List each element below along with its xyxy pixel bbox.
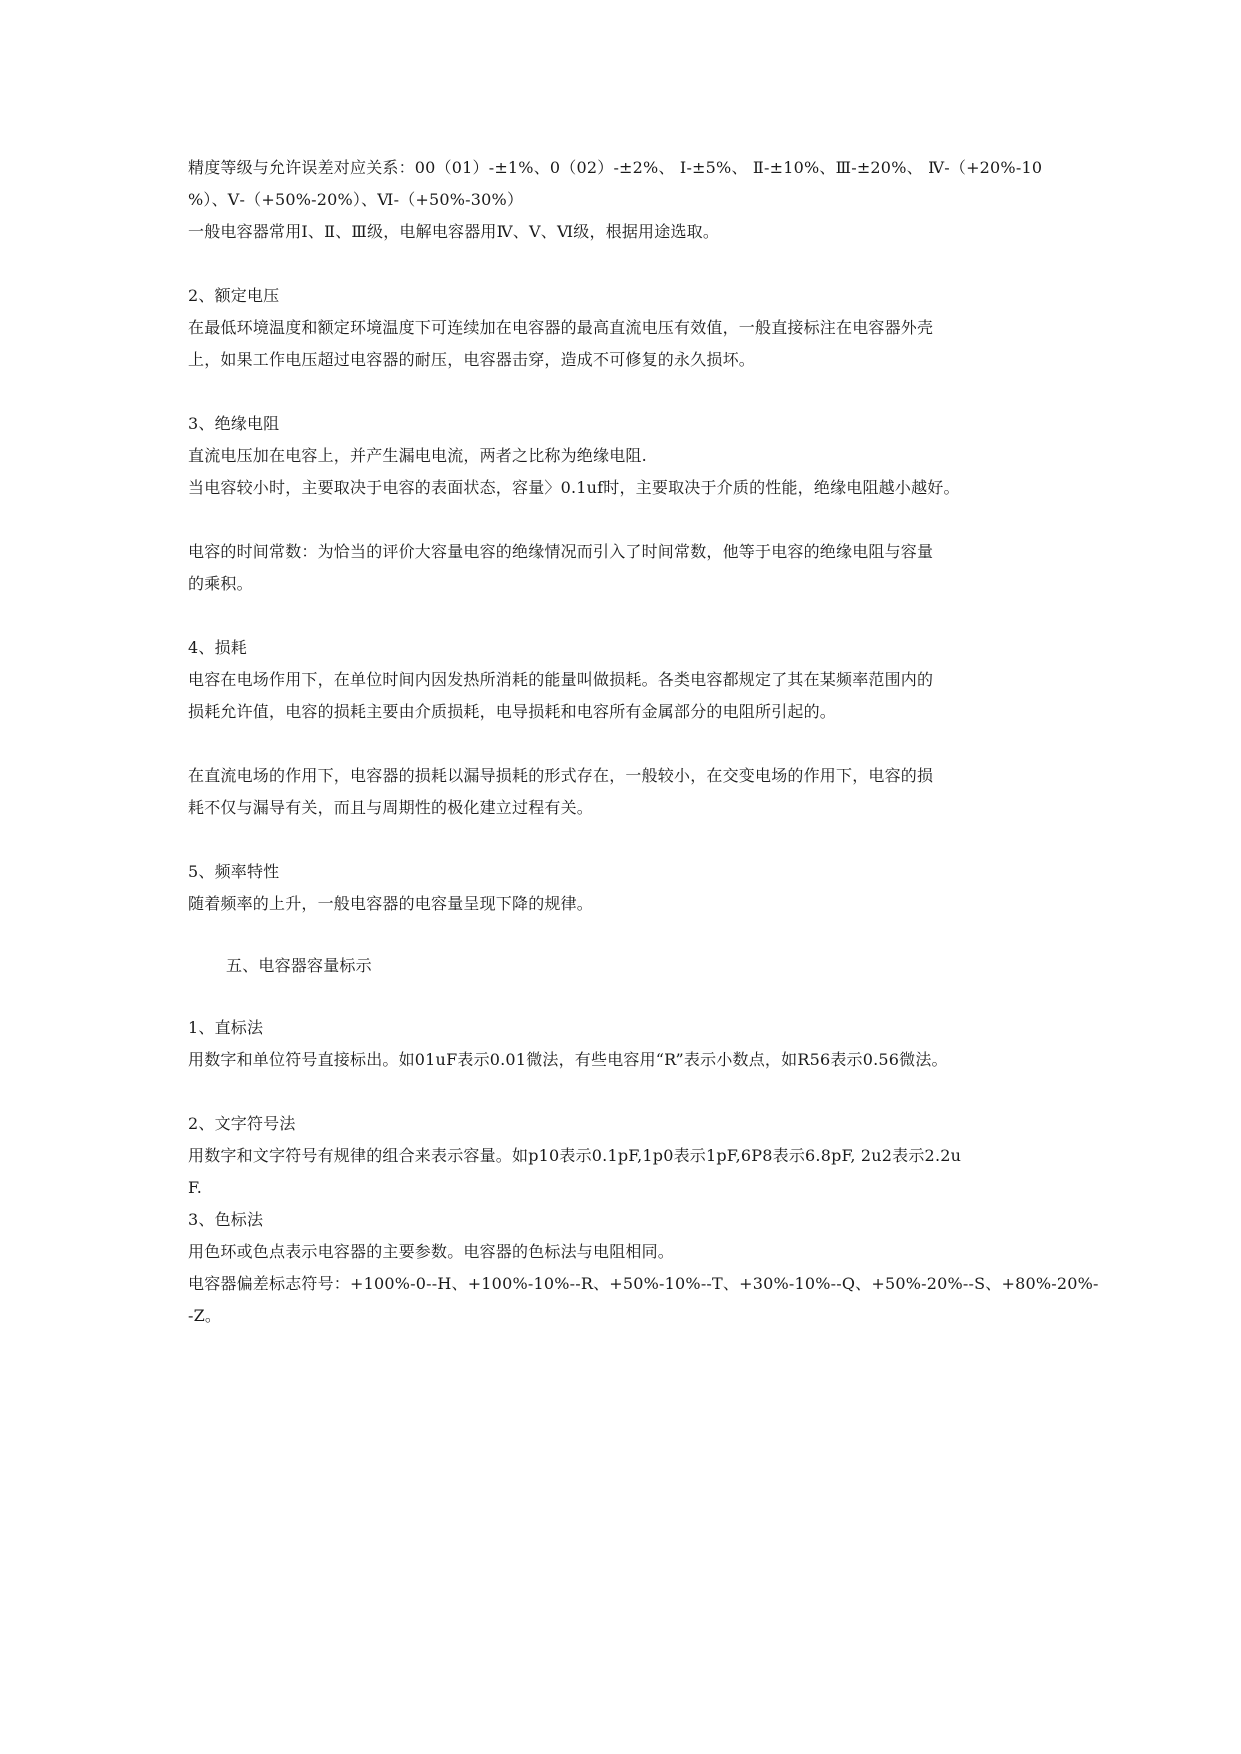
text-line: 用数字和文字符号有规律的组合来表示容量。如p10表示0.1pF,1p0表示1pF,6P8表示6.8pF, 2u2表示2.2u [188, 1146, 962, 1165]
text-line: 电容的时间常数：为恰当的评价大容量电容的绝缘情况而引入了时间常数，他等于电容的绝缘电阻与容量 [188, 542, 934, 561]
section-heading: 1、直标法 [188, 1018, 264, 1037]
text-line: 精度等级与允许误差对应关系：00（01）-±1%、0（02）-±2%、 Ⅰ-±5%、 Ⅱ-±10%、Ⅲ-±20%、 Ⅳ-（+20%-10 [188, 158, 1043, 177]
text-line: 用色环或色点表示电容器的主要参数。电容器的色标法与电阻相同。 [188, 1242, 675, 1261]
section-heading: 3、绝缘电阻 [188, 414, 280, 433]
dc-field-loss-paragraph [188, 760, 1058, 824]
text-line: 电容器偏差标志符号：+100%-0--H、+100%-10%--R、+50%-10%--T、+30%-10%--Q、+50%-20%--S、+80%-20%- [188, 1274, 1099, 1293]
document-page [188, 152, 1099, 1332]
spacer [188, 504, 1058, 536]
loss-section [188, 632, 1058, 728]
text-line: 损耗允许值，电容的损耗主要由介质损耗，电导损耗和电容所有金属部分的电阻所引起的。 [188, 702, 837, 721]
insulation-resistance-section [188, 408, 1058, 504]
text-line: 的乘积。 [188, 574, 253, 593]
text-line: 在直流电场的作用下，电容器的损耗以漏导损耗的形式存在，一般较小，在交变电场的作用下，电容的损 [188, 766, 934, 785]
text-line: 随着频率的上升，一般电容器的电容量呈现下降的规律。 [188, 894, 594, 913]
spacer [188, 920, 1058, 950]
text-line: %）、Ⅴ-（+50%-20%）、Ⅵ-（+50%-30%） [188, 190, 524, 209]
precision-grade-paragraph [188, 152, 1058, 248]
text-symbol-section [188, 1108, 1058, 1204]
section-heading: 2、文字符号法 [188, 1114, 296, 1133]
text-line: F. [188, 1178, 203, 1197]
spacer [188, 728, 1058, 760]
spacer [188, 248, 1058, 280]
section-heading: 2、额定电压 [188, 286, 280, 305]
spacer [188, 982, 1058, 1012]
text-line: 直流电压加在电容上，并产生漏电电流，两者之比称为绝缘电阻. [188, 446, 647, 465]
direct-marking-section [188, 1012, 1058, 1076]
frequency-section [188, 856, 1058, 920]
color-code-section [188, 1204, 1099, 1332]
section-heading: 4、损耗 [188, 638, 247, 657]
text-line: 耗不仅与漏导有关，而且与周期性的极化建立过程有关。 [188, 798, 594, 817]
text-line: 在最低环境温度和额定环境温度下可连续加在电容器的最高直流电压有效值，一般直接标注在电容器外壳 [188, 318, 934, 337]
time-constant-paragraph [188, 536, 1058, 600]
rated-voltage-section [188, 280, 1058, 376]
text-line: 电容在电场作用下，在单位时间内因发热所消耗的能量叫做损耗。各类电容都规定了其在某频率范围内的 [188, 670, 934, 689]
spacer [188, 600, 1058, 632]
spacer [188, 376, 1058, 408]
text-line: 一般电容器常用Ⅰ、Ⅱ、Ⅲ级，电解电容器用Ⅳ、Ⅴ、Ⅵ级，根据用途选取。 [188, 222, 720, 241]
text-line: 用数字和单位符号直接标出。如01uF表示0.01微法，有些电容用“R”表示小数点，如R56表示0.56微法。 [188, 1050, 948, 1069]
chapter-heading: 五、电容器容量标示 [226, 956, 372, 975]
text-line: 当电容较小时，主要取决于电容的表面状态，容量〉0.1uf时，主要取决于介质的性能，绝缘电阻越小越好。 [188, 478, 960, 497]
section-heading: 3、色标法 [188, 1210, 264, 1229]
spacer [188, 1076, 1058, 1108]
text-line: 上，如果工作电压超过电容器的耐压，电容器击穿，造成不可修复的永久损坏。 [188, 350, 756, 369]
text-line: -Z。 [188, 1306, 222, 1325]
spacer [188, 824, 1058, 856]
section-heading: 5、频率特性 [188, 862, 280, 881]
